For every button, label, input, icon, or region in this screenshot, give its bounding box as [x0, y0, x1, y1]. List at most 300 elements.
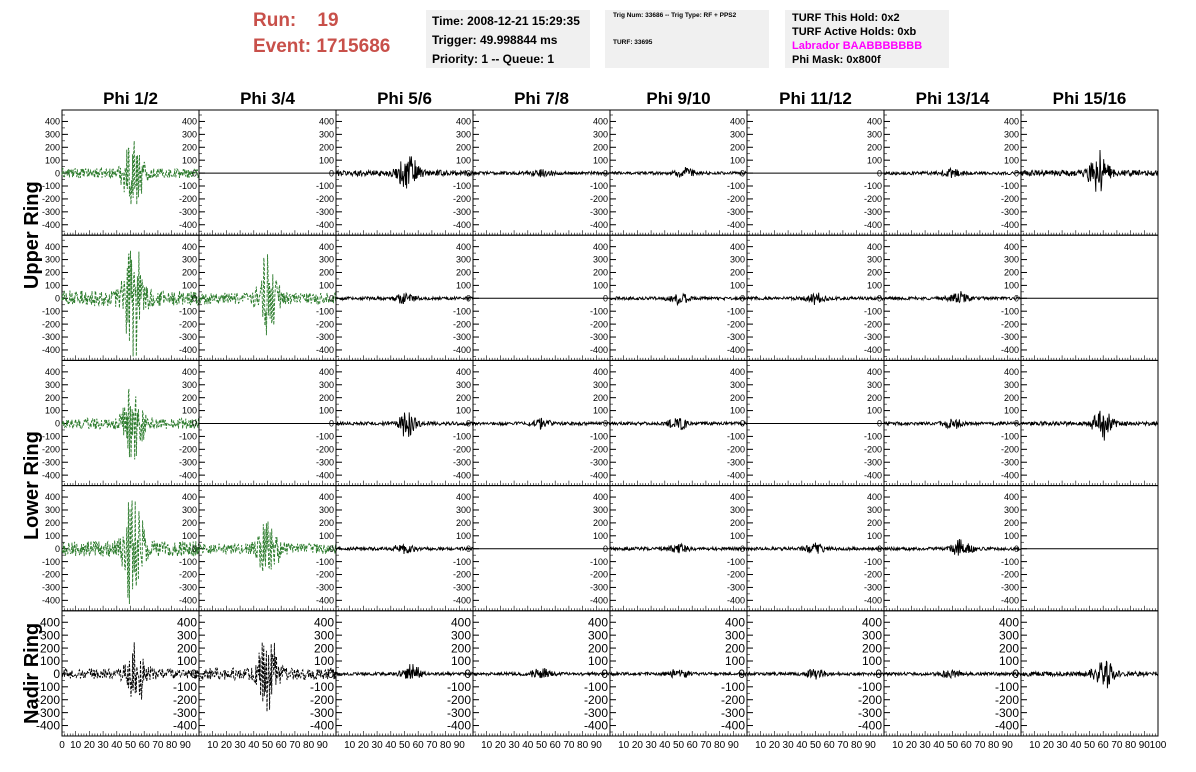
y-tick-label: -400 [589, 595, 608, 606]
y-tick-label: 0 [54, 543, 60, 554]
x-tick-label: 40 [111, 740, 123, 751]
y-tick-label: 200 [1003, 392, 1019, 403]
x-tick-label: 0 [59, 740, 65, 751]
y-tick-label: 400 [866, 367, 882, 378]
y-tick-label: -200 [589, 444, 608, 455]
y-tick-label: 100 [455, 155, 471, 166]
y-tick-label: -300 [726, 582, 745, 593]
y-tick-label: 200 [44, 518, 60, 529]
y-tick-label: 300 [587, 628, 608, 643]
y-tick-label: 300 [1003, 254, 1019, 265]
y-tick-label: -100 [583, 680, 608, 695]
y-tick-label: 100 [181, 530, 197, 541]
y-tick-label: -200 [994, 692, 1019, 707]
y-tick-label: 200 [866, 392, 882, 403]
y-tick-label: 200 [176, 641, 197, 656]
y-tick-label: -100 [726, 181, 745, 192]
y-tick-label: 400 [455, 241, 471, 252]
y-tick-label: -200 [589, 319, 608, 330]
y-tick-label: -400 [41, 219, 60, 230]
y-tick-label: -100 [589, 431, 608, 442]
y-tick-label: -400 [178, 470, 197, 481]
waveform-trace [610, 167, 747, 177]
y-tick-label: 300 [866, 129, 882, 140]
y-tick-label: 100 [44, 405, 60, 416]
y-tick-label: 0 [1012, 667, 1019, 682]
x-tick-label: 50 [946, 740, 959, 751]
column-title: Phi 13/14 [915, 89, 990, 108]
x-tick-label: 10 [70, 740, 82, 751]
y-tick-label: -300 [178, 582, 197, 593]
y-tick-label: 200 [592, 142, 608, 153]
y-tick-label: 0 [739, 293, 745, 304]
y-tick-label: 0 [328, 168, 334, 179]
y-tick-label: -100 [863, 181, 882, 192]
y-tick-label: 400 [44, 116, 60, 127]
y-tick-label: 0 [328, 293, 334, 304]
x-tick-label: 70 [837, 740, 849, 751]
y-tick-label: -200 [41, 569, 60, 580]
y-tick-label: 0 [739, 168, 745, 179]
y-tick-label: -200 [1000, 569, 1019, 580]
x-tick-label: 10 [755, 740, 767, 751]
y-tick-label: 200 [455, 392, 471, 403]
y-tick-label: 200 [455, 142, 471, 153]
y-tick-label: 100 [455, 280, 471, 291]
y-tick-label: -400 [863, 219, 882, 230]
y-tick-label: -300 [857, 705, 882, 720]
y-tick-label: -400 [452, 219, 471, 230]
y-tick-label: 200 [866, 267, 882, 278]
y-tick-label: -100 [172, 680, 197, 695]
y-tick-label: 400 [587, 615, 608, 630]
y-tick-label: 400 [729, 241, 745, 252]
turf-hold-line: TURF This Hold: 0x2 [792, 12, 900, 24]
y-tick-label: 200 [44, 142, 60, 153]
x-tick-label: 70 [974, 740, 986, 751]
y-tick-label: -400 [726, 219, 745, 230]
x-tick-label: 50 [672, 740, 685, 751]
y-tick-label: 300 [44, 379, 60, 390]
y-tick-label: -400 [452, 345, 471, 356]
y-tick-label: -300 [583, 705, 608, 720]
waveform-trace [473, 169, 610, 177]
y-tick-label: 100 [866, 155, 882, 166]
y-tick-label: 400 [181, 492, 197, 503]
y-tick-label: 200 [44, 392, 60, 403]
x-tick-label: 80 [851, 740, 863, 751]
y-tick-label: 400 [1003, 367, 1019, 378]
y-tick-label: -100 [452, 306, 471, 317]
y-tick-label: 100 [181, 405, 197, 416]
y-tick-label: 0 [1013, 418, 1019, 429]
y-tick-label: -200 [857, 692, 882, 707]
trigger-line: Trigger: 49.998844 ms [432, 33, 558, 47]
y-tick-label: 100 [1003, 405, 1019, 416]
x-tick-label: 50 [261, 740, 274, 751]
y-tick-label: 300 [455, 379, 471, 390]
y-tick-label: -100 [35, 680, 60, 695]
y-tick-label: -100 [315, 556, 334, 567]
x-tick-label: 90 [453, 740, 465, 751]
x-tick-label: 60 [1097, 740, 1109, 751]
x-tick-label: 40 [933, 740, 945, 751]
y-tick-label: -300 [315, 457, 334, 468]
y-tick-label: 400 [318, 116, 334, 127]
y-tick-label: 200 [450, 641, 471, 656]
y-tick-label: 400 [866, 116, 882, 127]
y-tick-label: -400 [1000, 219, 1019, 230]
y-tick-label: -300 [315, 206, 334, 217]
y-tick-label: -300 [1000, 582, 1019, 593]
y-tick-label: 100 [318, 280, 334, 291]
y-tick-label: 200 [729, 392, 745, 403]
y-tick-label: 300 [866, 505, 882, 516]
y-tick-label: -300 [446, 705, 471, 720]
y-tick-label: 400 [455, 367, 471, 378]
time-line: Time: 2008-12-21 15:29:35 [432, 14, 580, 28]
x-tick-label: 30 [645, 740, 657, 751]
y-tick-label: -100 [1000, 556, 1019, 567]
y-tick-label: 300 [866, 254, 882, 265]
waveform-trace [884, 419, 1021, 429]
y-tick-label: -100 [452, 556, 471, 567]
y-tick-label: 400 [724, 615, 745, 630]
y-tick-label: -200 [589, 194, 608, 205]
y-tick-label: -100 [315, 181, 334, 192]
y-tick-label: -300 [452, 332, 471, 343]
y-tick-label: -400 [726, 595, 745, 606]
y-tick-label: -300 [1000, 457, 1019, 468]
x-tick-label: 80 [166, 740, 178, 751]
y-tick-label: -200 [1000, 194, 1019, 205]
y-tick-label: 300 [455, 505, 471, 516]
y-tick-label: -400 [41, 470, 60, 481]
y-tick-label: -400 [35, 718, 60, 733]
x-tick-label: 50 [1083, 740, 1096, 751]
y-tick-label: -400 [41, 595, 60, 606]
y-tick-label: -100 [1000, 181, 1019, 192]
y-tick-label: -200 [35, 692, 60, 707]
phi-mask-line: Phi Mask: 0x800f [792, 54, 881, 66]
y-tick-label: -100 [720, 680, 745, 695]
y-tick-label: -400 [452, 595, 471, 606]
y-tick-label: -400 [41, 345, 60, 356]
x-tick-label: 10 [481, 740, 493, 751]
waveform-trace [336, 545, 473, 554]
x-tick-label: 30 [782, 740, 794, 751]
x-tick-label: 40 [385, 740, 397, 751]
y-tick-label: -300 [726, 457, 745, 468]
y-tick-label: -200 [452, 319, 471, 330]
y-tick-label: -400 [720, 718, 745, 733]
y-tick-label: -300 [172, 705, 197, 720]
y-tick-label: 100 [724, 654, 745, 669]
y-tick-label: -200 [1000, 319, 1019, 330]
x-tick-label: 10 [892, 740, 904, 751]
y-tick-label: -400 [863, 470, 882, 481]
y-tick-label: -200 [315, 569, 334, 580]
y-tick-label: 0 [876, 168, 882, 179]
y-tick-label: 300 [44, 505, 60, 516]
x-tick-label: 50 [535, 740, 548, 751]
y-tick-label: -200 [315, 444, 334, 455]
y-tick-label: 200 [729, 267, 745, 278]
ring-label: Nadir Ring [21, 622, 43, 724]
y-tick-label: 0 [876, 543, 882, 554]
y-tick-label: 100 [318, 155, 334, 166]
y-tick-label: -100 [452, 181, 471, 192]
y-tick-label: 300 [318, 254, 334, 265]
waveform-trace [884, 168, 1021, 178]
y-tick-label: -100 [178, 556, 197, 567]
x-tick-label: 80 [303, 740, 315, 751]
y-tick-label: 0 [602, 543, 608, 554]
y-tick-label: -400 [1000, 345, 1019, 356]
y-tick-label: 200 [44, 267, 60, 278]
y-tick-label: 400 [313, 615, 334, 630]
y-tick-label: -300 [863, 332, 882, 343]
x-tick-label: 80 [1125, 740, 1137, 751]
y-tick-label: -100 [41, 431, 60, 442]
y-tick-label: -300 [863, 457, 882, 468]
y-tick-label: -300 [309, 705, 334, 720]
y-tick-label: 100 [592, 530, 608, 541]
run-value: 19 [317, 10, 339, 31]
waveform-trace [610, 544, 747, 553]
x-tick-label: 90 [1138, 740, 1150, 751]
y-tick-label: -300 [589, 582, 608, 593]
event-value: 1715686 [316, 36, 391, 57]
y-tick-label: 200 [861, 641, 882, 656]
y-tick-label: 100 [455, 405, 471, 416]
column-title: Phi 1/2 [103, 89, 158, 108]
y-tick-label: 300 [44, 254, 60, 265]
y-tick-label: 300 [455, 254, 471, 265]
y-tick-label: -100 [1000, 306, 1019, 317]
y-tick-label: -100 [446, 680, 471, 695]
y-tick-label: 300 [861, 628, 882, 643]
y-tick-label: 300 [729, 129, 745, 140]
y-tick-label: -100 [178, 181, 197, 192]
column-title: Phi 7/8 [514, 89, 569, 108]
y-tick-label: 0 [465, 293, 471, 304]
y-tick-label: -200 [315, 194, 334, 205]
y-tick-label: 0 [1013, 293, 1019, 304]
y-tick-label: 100 [998, 654, 1019, 669]
x-tick-label: 10 [618, 740, 630, 751]
y-tick-label: 0 [191, 168, 197, 179]
y-tick-label: -100 [315, 431, 334, 442]
x-tick-label: 90 [316, 740, 328, 751]
y-tick-label: -400 [1000, 470, 1019, 481]
y-tick-label: 0 [739, 543, 745, 554]
x-tick-label: 20 [1042, 740, 1054, 751]
y-tick-label: 400 [450, 615, 471, 630]
y-tick-label: 100 [313, 654, 334, 669]
waveform-trace [1021, 411, 1158, 441]
y-tick-label: -200 [720, 692, 745, 707]
y-tick-label: -300 [41, 457, 60, 468]
x-tick-label: 50 [398, 740, 411, 751]
y-tick-label: -100 [726, 431, 745, 442]
y-tick-label: 200 [1003, 142, 1019, 153]
y-tick-label: -300 [35, 705, 60, 720]
y-tick-label: 100 [866, 280, 882, 291]
waveform-trace [473, 668, 610, 678]
column-title: Phi 15/16 [1052, 89, 1127, 108]
y-tick-label: 200 [313, 641, 334, 656]
y-tick-label: 400 [44, 367, 60, 378]
labrador-line: Labrador BAABBBBBBB [792, 40, 923, 52]
y-tick-label: 200 [39, 641, 60, 656]
y-tick-label: 400 [592, 492, 608, 503]
y-tick-label: 0 [602, 418, 608, 429]
waveform-trace [473, 418, 610, 430]
y-tick-label: 300 [39, 628, 60, 643]
y-tick-label: 0 [54, 168, 60, 179]
y-tick-label: 300 [592, 254, 608, 265]
y-tick-label: -400 [315, 219, 334, 230]
y-tick-label: 0 [875, 667, 882, 682]
y-tick-label: -200 [726, 444, 745, 455]
x-tick-label: 90 [864, 740, 876, 751]
y-tick-label: 0 [328, 418, 334, 429]
y-tick-label: -200 [178, 319, 197, 330]
y-tick-label: -100 [41, 181, 60, 192]
x-tick-label: 40 [522, 740, 534, 751]
y-tick-label: -300 [589, 206, 608, 217]
x-tick-label: 10 [207, 740, 219, 751]
y-tick-label: 200 [318, 392, 334, 403]
y-tick-label: -200 [178, 444, 197, 455]
x-tick-label: 30 [1056, 740, 1068, 751]
y-tick-label: -300 [315, 582, 334, 593]
y-tick-label: -300 [726, 332, 745, 343]
y-tick-label: 300 [729, 505, 745, 516]
y-tick-label: 300 [318, 379, 334, 390]
y-tick-label: -400 [315, 595, 334, 606]
y-tick-label: 0 [53, 667, 60, 682]
y-tick-label: 400 [866, 492, 882, 503]
y-tick-label: 400 [181, 241, 197, 252]
y-tick-label: 300 [592, 505, 608, 516]
y-tick-label: -300 [452, 206, 471, 217]
y-tick-label: 300 [729, 379, 745, 390]
y-tick-label: 0 [1013, 168, 1019, 179]
y-tick-label: 0 [464, 667, 471, 682]
event-label: Event: [253, 36, 312, 57]
waveform-trace [884, 539, 1021, 556]
y-tick-label: -400 [589, 219, 608, 230]
x-tick-label: 50 [124, 740, 137, 751]
y-tick-label: -400 [589, 345, 608, 356]
y-tick-label: 100 [44, 155, 60, 166]
y-tick-label: 100 [176, 654, 197, 669]
x-tick-label: 60 [960, 740, 972, 751]
column-title: Phi 5/6 [377, 89, 432, 108]
y-tick-label: 200 [318, 518, 334, 529]
y-tick-label: 0 [465, 168, 471, 179]
x-tick-label: 60 [138, 740, 150, 751]
y-tick-label: -200 [452, 194, 471, 205]
x-tick-label: 80 [440, 740, 452, 751]
y-tick-label: 300 [313, 628, 334, 643]
y-tick-label: 400 [39, 615, 60, 630]
x-tick-label: 20 [494, 740, 506, 751]
y-tick-label: -100 [589, 556, 608, 567]
x-tick-label: 80 [714, 740, 726, 751]
x-tick-label: 30 [371, 740, 383, 751]
y-tick-label: 400 [318, 492, 334, 503]
waveform-trace [884, 291, 1021, 302]
y-tick-label: -300 [178, 457, 197, 468]
y-tick-label: 100 [1003, 530, 1019, 541]
y-tick-label: -100 [863, 556, 882, 567]
x-tick-label: 70 [563, 740, 575, 751]
y-tick-label: -400 [452, 470, 471, 481]
y-tick-label: -100 [315, 306, 334, 317]
y-tick-label: -200 [589, 569, 608, 580]
x-tick-label: 40 [796, 740, 808, 751]
y-tick-label: -100 [452, 431, 471, 442]
y-tick-label: -400 [583, 718, 608, 733]
y-tick-label: 300 [44, 129, 60, 140]
y-tick-label: -300 [452, 457, 471, 468]
y-tick-label: 0 [465, 418, 471, 429]
x-tick-label: 90 [727, 740, 739, 751]
x-tick-label: 20 [905, 740, 917, 751]
y-tick-label: 0 [191, 418, 197, 429]
y-tick-label: -200 [726, 319, 745, 330]
y-tick-label: -100 [726, 556, 745, 567]
y-tick-label: 100 [592, 405, 608, 416]
y-tick-label: 300 [176, 628, 197, 643]
y-tick-label: 100 [729, 530, 745, 541]
y-tick-label: 200 [866, 518, 882, 529]
trig-line: Trig Num: 33686 -- Trig Type: RF + PPS2 [613, 12, 737, 19]
y-tick-label: -300 [41, 582, 60, 593]
y-tick-label: 200 [724, 641, 745, 656]
column-title: Phi 11/12 [779, 89, 852, 108]
y-tick-label: -400 [178, 345, 197, 356]
y-tick-label: -100 [994, 680, 1019, 695]
y-tick-label: 300 [181, 254, 197, 265]
y-tick-label: 300 [592, 129, 608, 140]
y-tick-label: 400 [998, 615, 1019, 630]
y-tick-label: 300 [318, 505, 334, 516]
y-tick-label: -300 [863, 582, 882, 593]
y-tick-label: -200 [446, 692, 471, 707]
x-tick-label: 70 [152, 740, 164, 751]
y-tick-label: 300 [1003, 379, 1019, 390]
y-tick-label: 100 [39, 654, 60, 669]
x-tick-label: 60 [412, 740, 424, 751]
x-tick-label: 30 [508, 740, 520, 751]
y-tick-label: 400 [592, 116, 608, 127]
y-tick-label: 100 [181, 280, 197, 291]
y-tick-label: -200 [41, 444, 60, 455]
y-tick-label: -200 [178, 569, 197, 580]
y-tick-label: 100 [450, 654, 471, 669]
y-tick-label: -100 [589, 306, 608, 317]
x-tick-label: 10 [1029, 740, 1041, 751]
x-tick-label: 40 [659, 740, 671, 751]
y-tick-label: -100 [41, 306, 60, 317]
x-tick-label: 20 [631, 740, 643, 751]
y-tick-label: 200 [592, 392, 608, 403]
y-tick-label: 400 [455, 116, 471, 127]
